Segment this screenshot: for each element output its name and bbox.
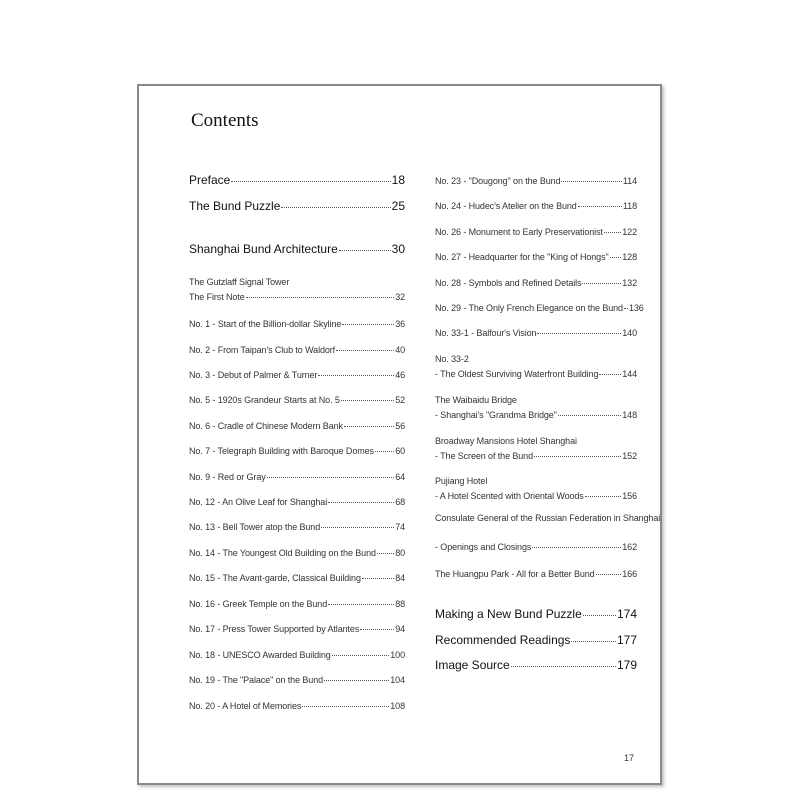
toc-entry-heading: Pujiang Hotel (435, 476, 488, 486)
toc-entry (435, 476, 637, 501)
toc-entry-title: No. 27 - Headquarter for the "King of Hongs" (435, 252, 609, 262)
toc-entry-title: No. 28 - Symbols and Refined Details (435, 278, 582, 288)
toc-entry (189, 173, 405, 187)
dot-leader (281, 207, 390, 208)
toc-entry (189, 345, 405, 355)
toc-entry-title: No. 15 - The Avant-garde, Classical Building (189, 573, 361, 583)
dot-leader (604, 232, 621, 233)
toc-entry-page: 40 (395, 345, 405, 355)
toc-entry-title: Shanghai Bund Architecture (189, 242, 338, 256)
dot-leader (332, 655, 390, 656)
toc-entry-line (189, 199, 405, 213)
dot-leader (302, 706, 389, 707)
toc-entry (189, 599, 405, 609)
toc-entry (189, 242, 405, 256)
dot-leader (624, 308, 628, 309)
toc-entry-page: 166 (622, 569, 637, 579)
toc-entry-title: No. 5 - 1920s Grandeur Starts at No. 5 (189, 395, 340, 405)
toc-entry-heading: Consulate General of the Russian Federation in Shanghai (435, 513, 661, 523)
toc-entry (435, 569, 637, 579)
dot-leader (558, 415, 622, 416)
dot-leader (571, 641, 616, 642)
toc-entry-line (435, 201, 637, 211)
toc-entry-page: 30 (391, 242, 405, 256)
toc-entry-line (435, 328, 637, 338)
toc-entry-line (435, 633, 637, 647)
dot-leader (328, 604, 394, 605)
dot-leader (610, 257, 622, 258)
toc-entry-heading: The Waibaidu Bridge (435, 395, 517, 405)
toc-entry-line (435, 176, 637, 186)
dot-leader (336, 350, 394, 351)
toc-entry-title: - A Hotel Scented with Oriental Woods (435, 491, 584, 501)
dot-leader (578, 206, 622, 207)
page-number: 17 (623, 753, 634, 763)
toc-entry-line (435, 542, 637, 552)
dot-leader (341, 400, 394, 401)
toc-entry-title: The First Note (189, 292, 245, 302)
toc-entry (189, 701, 405, 711)
toc-entry-title: Image Source (435, 658, 510, 672)
page-title: Contents (191, 110, 259, 131)
dot-leader (561, 181, 621, 182)
toc-entry-line (189, 497, 405, 507)
toc-entry-page: 104 (390, 675, 405, 685)
toc-entry-title: No. 2 - From Taipan's Club to Waldorf (189, 345, 336, 355)
toc-entry-line (435, 410, 637, 420)
toc-entry-page: 36 (395, 319, 405, 329)
toc-entry (189, 573, 405, 583)
toc-entry-page: 80 (395, 548, 405, 558)
toc-entry-page: 152 (622, 451, 637, 461)
toc-entry-heading: Broadway Mansions Hotel Shanghai (435, 436, 577, 446)
dot-leader (267, 477, 395, 478)
toc-entry (435, 395, 637, 420)
dot-leader (583, 615, 616, 616)
book-page (137, 84, 662, 785)
dot-leader (342, 324, 394, 325)
toc-entry (435, 303, 644, 313)
toc-entry-title: No. 9 - Red or Gray (189, 472, 266, 482)
toc-entry (435, 227, 637, 237)
toc-entry-line (189, 472, 405, 482)
toc-entry-page: 56 (395, 421, 405, 431)
toc-entry (189, 472, 405, 482)
toc-entry-line (189, 624, 405, 634)
toc-entry (435, 328, 637, 338)
toc-entry (189, 277, 405, 302)
toc-entry (189, 624, 405, 634)
toc-entry (435, 278, 637, 288)
toc-entry (435, 252, 637, 262)
dot-leader (582, 283, 621, 284)
toc-entry-page: 94 (395, 624, 405, 634)
toc-entry (435, 436, 637, 461)
toc-entry-line (189, 650, 405, 660)
toc-entry-page: 18 (391, 173, 405, 187)
toc-entry-page: 118 (622, 201, 637, 211)
toc-entry (189, 548, 405, 558)
toc-entry-title: No. 13 - Bell Tower atop the Bund (189, 522, 321, 532)
toc-entry-title: No. 33-1 - Balfour's Vision (435, 328, 537, 338)
toc-entry-title: Preface (189, 173, 231, 187)
toc-entry-page: 60 (395, 446, 405, 456)
toc-entry-title: - The Screen of the Bund (435, 451, 533, 461)
toc-entry-page: 32 (395, 292, 405, 302)
toc-entry-line (435, 369, 637, 379)
toc-entry-title: - Openings and Closings (435, 542, 532, 552)
toc-entry-page: 100 (390, 650, 405, 660)
toc-entry-title: No. 12 - An Olive Leaf for Shanghai (189, 497, 328, 507)
toc-entry-page: 144 (622, 369, 637, 379)
toc-entry-page: 25 (391, 199, 405, 213)
toc-entry-page: 114 (622, 176, 637, 186)
toc-entry-page: 128 (622, 252, 637, 262)
toc-entry (189, 395, 405, 405)
toc-entry-page: 136 (628, 303, 644, 313)
toc-entry (189, 497, 405, 507)
toc-entry-title: No. 16 - Greek Temple on the Bund (189, 599, 328, 609)
dot-leader (585, 496, 622, 497)
toc-entry (189, 370, 405, 380)
toc-entry-title: No. 1 - Start of the Billion-dollar Skyline (189, 319, 342, 329)
toc-entry-title: No. 7 - Telegraph Building with Baroque Domes (189, 446, 374, 456)
toc-entry (189, 650, 405, 660)
toc-entry-title: - The Oldest Surviving Waterfront Building (435, 369, 599, 379)
toc-entry-page: 88 (395, 599, 405, 609)
toc-entry (435, 607, 637, 621)
toc-entry-page: 84 (395, 573, 405, 583)
dot-leader (511, 666, 616, 667)
toc-entry-title: Making a New Bund Puzzle (435, 607, 582, 621)
toc-entry-line (189, 701, 405, 711)
toc-entry-line (189, 446, 405, 456)
toc-entry-page: 156 (622, 491, 637, 501)
toc-entry-line (189, 319, 405, 329)
toc-entry-line (435, 303, 644, 313)
toc-entry-line (189, 548, 405, 558)
dot-leader (375, 451, 394, 452)
toc-entry-line (435, 278, 637, 288)
toc-entry (189, 199, 405, 213)
toc-entry-page: 108 (390, 701, 405, 711)
toc-entry-line (189, 421, 405, 431)
toc-entry-line (435, 569, 637, 579)
toc-entry-line (189, 292, 405, 302)
toc-entry-heading: The Gutzlaff Signal Tower (189, 277, 290, 287)
toc-entry-page: 122 (622, 227, 637, 237)
dot-leader (324, 680, 389, 681)
dot-leader (339, 250, 391, 251)
toc-entry (435, 354, 637, 379)
toc-entry-title: The Huangpu Park - All for a Better Bund (435, 569, 595, 579)
toc-entry-line (189, 242, 405, 256)
toc-entry-line (189, 675, 405, 685)
toc-entry (189, 421, 405, 431)
dot-leader (599, 374, 621, 375)
toc-entry-title: - Shanghai's "Grandma Bridge" (435, 410, 557, 420)
toc-entry-page: 179 (616, 658, 637, 672)
toc-entry (189, 675, 405, 685)
toc-entry-page: 174 (616, 607, 637, 621)
toc-entry-page: 74 (395, 522, 405, 532)
toc-entry (189, 319, 405, 329)
dot-leader (231, 181, 390, 182)
toc-entry-title: No. 3 - Debut of Palmer & Turner (189, 370, 318, 380)
toc-entry-title: No. 14 - The Youngest Old Building on the Bund (189, 548, 376, 558)
toc-entry-line (435, 451, 637, 461)
dot-leader (534, 456, 621, 457)
toc-entry-page: 140 (622, 328, 637, 338)
toc-entry-title: No. 20 - A Hotel of Memories (189, 701, 302, 711)
toc-entry-title: No. 26 - Monument to Early Preservationist (435, 227, 603, 237)
toc-entry-line (189, 345, 405, 355)
dot-leader (360, 629, 394, 630)
toc-entry-line (435, 658, 637, 672)
toc-entry-title: Recommended Readings (435, 633, 571, 647)
dot-leader (246, 297, 395, 298)
toc-entry-page: 64 (395, 472, 405, 482)
toc-entry-page: 177 (616, 633, 637, 647)
dot-leader (596, 574, 622, 575)
dot-leader (537, 333, 621, 334)
dot-leader (318, 375, 394, 376)
toc-entry-title: No. 19 - The "Palace" on the Bund (189, 675, 324, 685)
toc-entry-title: No. 29 - The Only French Elegance on the Bund (435, 303, 623, 313)
toc-entry (435, 201, 637, 211)
toc-entry (435, 513, 661, 552)
toc-entry (189, 446, 405, 456)
toc-entry-title: No. 6 - Cradle of Chinese Modern Bank (189, 421, 343, 431)
dot-leader (328, 502, 394, 503)
toc-entry-line (189, 573, 405, 583)
toc-entry-title: No. 24 - Hudec's Atelier on the Bund (435, 201, 577, 211)
toc-entry-page: 132 (622, 278, 637, 288)
toc-entry-title: No. 17 - Press Tower Supported by Atlantes (189, 624, 360, 634)
dot-leader (532, 547, 621, 548)
toc-entry-page: 68 (395, 497, 405, 507)
toc-entry-page: 148 (622, 410, 637, 420)
toc-entry-line (435, 607, 637, 621)
toc-entry-page: 52 (395, 395, 405, 405)
toc-entry-line (435, 227, 637, 237)
toc-entry-line (435, 252, 637, 262)
toc-entry-line (189, 173, 405, 187)
dot-leader (377, 553, 394, 554)
toc-entry-line (189, 395, 405, 405)
toc-entry-title: No. 18 - UNESCO Awarded Building (189, 650, 331, 660)
toc-entry-line (189, 599, 405, 609)
toc-entry (435, 658, 637, 672)
toc-entry-page: 162 (622, 542, 637, 552)
toc-entry-line (435, 491, 637, 501)
toc-entry-title: No. 23 - "Dougong" on the Bund (435, 176, 561, 186)
dot-leader (344, 426, 394, 427)
toc-entry (189, 522, 405, 532)
toc-entry-line (189, 522, 405, 532)
toc-entry-page: 46 (395, 370, 405, 380)
toc-entry-heading: No. 33-2 (435, 354, 469, 364)
toc-entry (435, 176, 637, 186)
toc-entry (435, 633, 637, 647)
dot-leader (362, 578, 394, 579)
toc-entry-title: The Bund Puzzle (189, 199, 281, 213)
dot-leader (321, 527, 394, 528)
toc-entry-line (189, 370, 405, 380)
